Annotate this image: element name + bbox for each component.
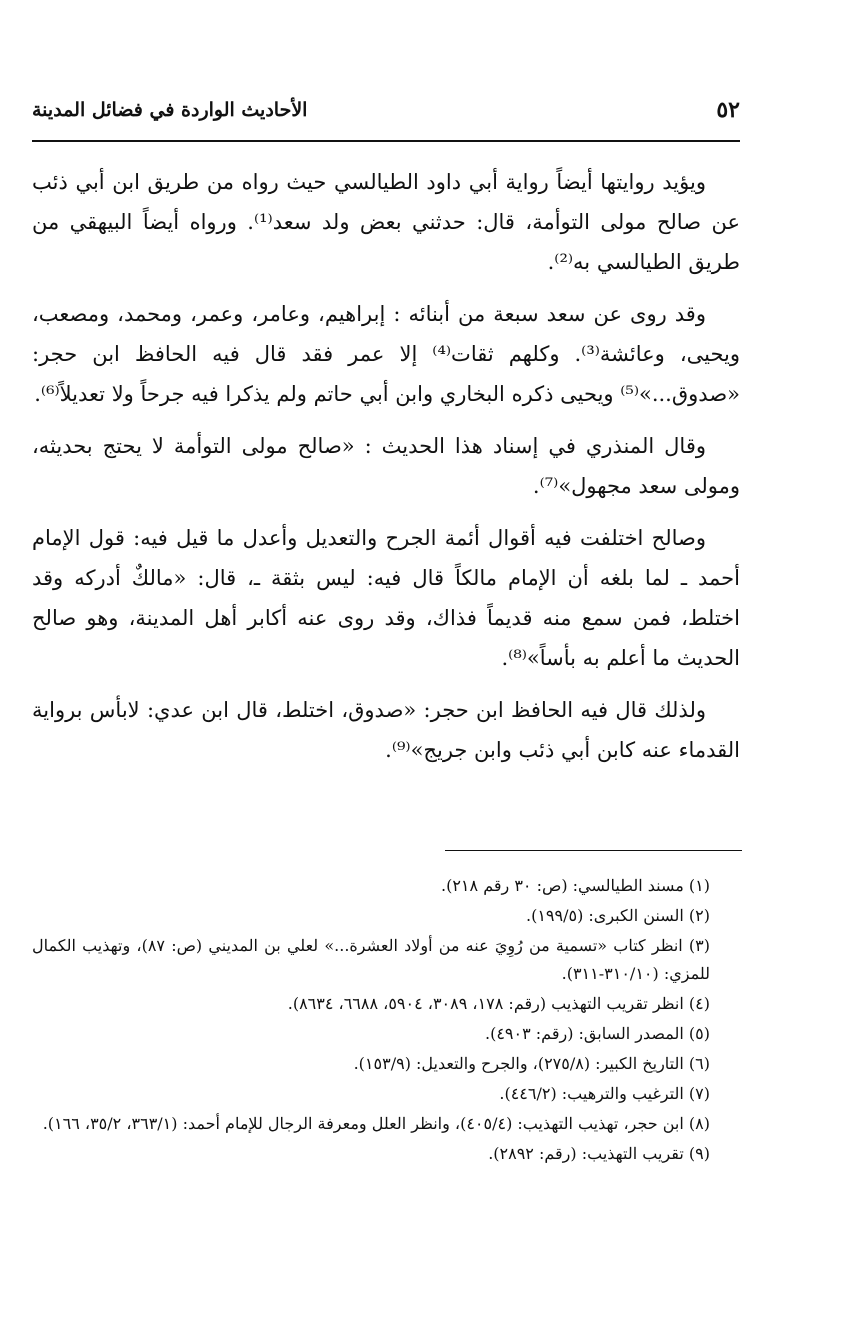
paragraph: وصالح اختلفت فيه أقوال أئمة الجرح والتعديل وأعدل ما قيل فيه: قول الإمام أحمد ـ لما بلغه أن الإمام مالكاً قال فيه: ليس بثقة ـ، قال: «مالكٌ أدركه وقد اختلط، فمن سمع منه قديماً فذاك، وقد روى عنه أكابر أهل المدينة، وهو صالح الحديث ما أعلم به بأساً»⁽⁸⁾. xyxy=(32,526,740,670)
footnote: (٢) السنن الكبرى: (١٩٩/٥). xyxy=(525,906,710,925)
footnote: (١) مسند الطيالسي: (ص: ٣٠ رقم ٢١٨). xyxy=(441,876,710,895)
page-number: ٥٢ xyxy=(716,97,740,123)
footnote: (٦) التاريخ الكبير: (٢٧٥/٨)، والجرح والتعديل: (١٥٣/٩). xyxy=(353,1054,710,1073)
paragraph: ويؤيد روايتها أيضاً رواية أبي داود الطيالسي حيث رواه من طريق ابن أبي ذئب عن صالح مولى التوأمة، قال: حدثني بعض ولد سعد⁽¹⁾. ورواه أيضاً البيهقي من طريق الطيالسي به⁽²⁾. xyxy=(32,170,740,274)
page-header xyxy=(32,90,740,130)
footnote: (٨) ابن حجر، تهذيب التهذيب: (٤٠٥/٤)، وانظر العلل ومعرفة الرجال للإمام أحمد: (٣٦٣/١، ٣٥/٢، ١٦٦). xyxy=(42,1114,710,1133)
header-rule xyxy=(32,140,740,142)
footnote: (٥) المصدر السابق: (رقم: ٤٩٠٣). xyxy=(484,1024,710,1043)
footnote: (٣) انظر كتاب «تسمية من رُوِيَ عنه من أولاد العشرة...» لعلي بن المديني (ص: ٨٧)، وتهذيب الكمال للمزي: (٣١٠/١٠-٣١١). xyxy=(32,936,710,983)
footnote: (٤) انظر تقريب التهذيب (رقم: ١٧٨، ٣٠٨٩، ٥٩٠٤، ٦٦٨٨، ٨٦٣٤). xyxy=(287,994,710,1013)
footnote-rule xyxy=(445,850,742,851)
footnotes xyxy=(32,872,710,1170)
footnote: (٩) تقريب التهذيب: (رقم: ٢٨٩٢). xyxy=(488,1144,710,1163)
paragraph: وقد روى عن سعد سبعة من أبنائه : إبراهيم، وعامر، وعمر، ومحمد، ومصعب، ويحيى، وعائشة⁽³⁾. وكلهم ثقات⁽⁴⁾ إلا عمر فقد قال فيه الحافظ ابن حجر: «صدوق...»⁽⁵⁾ ويحيى ذكره البخاري وابن أبي حاتم ولم يذكرا فيه جرحاً ولا تعديلاً⁽⁶⁾. xyxy=(32,302,740,406)
paragraph: ولذلك قال فيه الحافظ ابن حجر: «صدوق، اختلط، قال ابن عدي: لابأس برواية القدماء عنه كابن أبي ذئب وابن جريج»⁽⁹⁾. xyxy=(32,698,740,762)
paragraph: وقال المنذري في إسناد هذا الحديث : «صالح مولى التوأمة لا يحتج بحديثه، ومولى سعد مجهول»⁽⁷⁾. xyxy=(32,434,740,498)
running-title: الأحاديث الواردة في فضائل المدينة xyxy=(32,99,308,121)
main-text xyxy=(32,162,740,782)
footnote: (٧) الترغيب والترهيب: (٤٤٦/٢). xyxy=(499,1084,710,1103)
